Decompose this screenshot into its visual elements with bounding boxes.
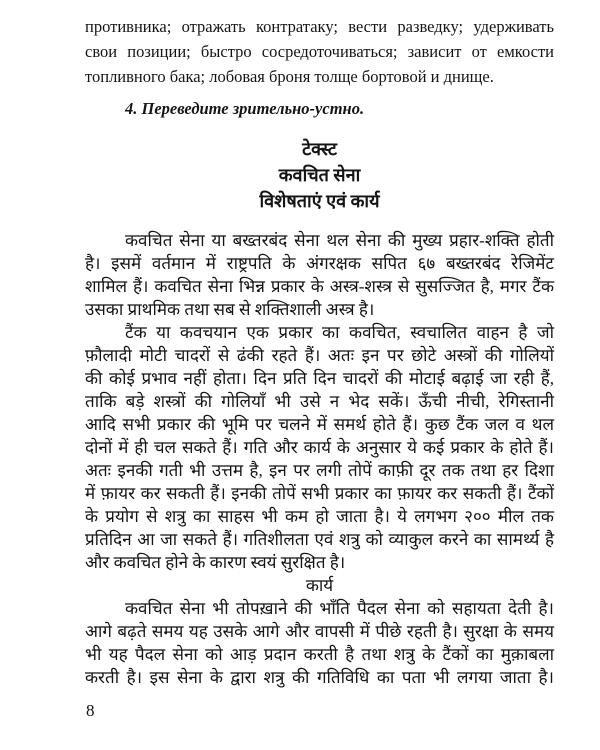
text-line: और कवचित होने के कारण स्वयं सुरक्षित है।	[85, 553, 346, 572]
text-line: प्रतिदिन आ जा सकते हैं। गतिशीलता एवं शत्रु को व्याकुल करने का सामर्थ्य है	[85, 530, 554, 549]
paragraph-2	[85, 321, 554, 574]
text-line: अतः इनकी गती भी उत्तम है, इन पर लगी तोपें काफ़ी दूर तक तथा हर दिशा	[85, 461, 554, 480]
text-line: टैंक या कवचयान एक प्रकार का कवचित, स्वचालित वाहन है जो	[125, 323, 554, 342]
text-line: कवचित सेना या बख्तरबंद सेना थल सेना की मुख्य प्रहार-शक्ति होती	[125, 231, 554, 250]
text-line: ताकि बड़े शस्त्रों की गोलियाँ भी उसे न भेद सकें। ऊँची नीची, रेगिस्तानी	[85, 392, 554, 411]
text-line: दोनों में ही चल सकते हैं। गति और कार्य के अनुसार ये कई प्रकार के होते हैं।	[85, 438, 554, 457]
body-block	[85, 229, 554, 689]
section-heading: कार्य	[305, 576, 334, 595]
text-line: कवचित सेना भी तोपख़ाने की भाँति पैदल सेना को सहायता देती है।	[125, 599, 554, 618]
text-label-heading: टेक्स्ट	[302, 139, 337, 159]
text-line: है। इसमें वर्तमान में राष्ट्रपति के अंगरक्षक सपित ६७ बख्तरबंद रेजिमेंट	[85, 254, 554, 273]
title-block	[85, 136, 554, 214]
text-line: में फ़ायर कर सकती हैं। इनकी तोपें सभी प्रकार का फ़ायर कर सकती हैं। टैंकों	[85, 484, 554, 503]
text-line: फ़ौलादी मोटी चादरों से ढंकी रहते हैं। अतः इन पर छोटे अस्त्रों की गोलियों	[85, 346, 554, 365]
text-line: противника; отражать контратаку; вести разведку; удерживать	[85, 17, 554, 36]
text-line: भी यह पैदल सेना को आड़ प्रदान करती है तथा शत्रु के टैंकों का मुक़ाबला	[85, 645, 554, 664]
text-line: свои позиции; быстро сосредоточиваться; зависит от емкости	[85, 42, 554, 61]
paragraph-1	[85, 229, 554, 321]
text-line: उसका प्राथमिक तथा सब से शक्तिशाली अस्त्र है।	[85, 300, 375, 319]
text-line: топливного бака; лобовая броня толще бортовой и днище.	[85, 67, 494, 86]
russian-paragraph	[85, 14, 554, 89]
text-line: की कोई प्रभाव नहीं होता। दिन प्रति दिन चादरों की मोटाई बढ़ाई जा रही हैं,	[85, 369, 554, 388]
paragraph-3	[85, 597, 554, 689]
text-line: आगे बढ़ते समय यह उसके आगे और वापसी में पीछे रहती है। सुरक्षा के समय	[85, 622, 554, 641]
exercise-heading: 4. Переведите зрительно-устно.	[125, 99, 365, 118]
text-line: करती है। इस सेना के द्वारा शत्रु की गतिविधि का पता भी लगया जाता है।	[85, 668, 554, 687]
subtitle-heading: विशेषताएं एवं कार्य	[259, 191, 380, 211]
text-line: के प्रयोग से शत्रु का साहस भी कम हो जाता है। ये लगभग २०० मील तक	[85, 507, 554, 526]
text-line: शामिल हैं। कवचित सेना भिन्न प्रकार के अस्त्र-शस्त्र से सुसज्जित है, मगर टैंक	[85, 277, 554, 296]
text-line: आदि सभी प्रकार की भूमि पर चलने में समर्थ होते हैं। कुछ टैंक जल व थल	[85, 415, 554, 434]
page-number: 8	[86, 701, 95, 720]
title-heading: कवचित सेना	[278, 165, 361, 185]
